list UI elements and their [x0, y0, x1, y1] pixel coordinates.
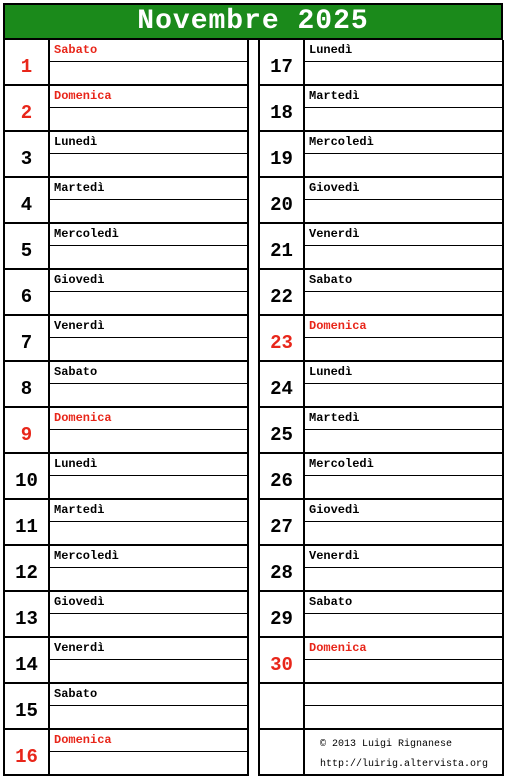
- weekday-label: Giovedì: [50, 270, 247, 292]
- day-notes-cell: [50, 500, 247, 544]
- weekday-label: Domenica: [50, 408, 247, 430]
- day-row: [260, 454, 502, 500]
- day-number: 21: [260, 224, 305, 268]
- weekday-label: Martedì: [305, 408, 502, 430]
- day-row: [260, 270, 502, 316]
- day-notes-cell: [305, 362, 502, 406]
- weekday-label: Martedì: [305, 86, 502, 108]
- day-notes-cell: [50, 638, 247, 682]
- day-row: [260, 224, 502, 270]
- weekday-label: Lunedì: [305, 362, 502, 384]
- day-row: [5, 40, 247, 86]
- day-row: [260, 132, 502, 178]
- day-row: [5, 638, 247, 684]
- day-number: 2: [5, 86, 50, 130]
- day-number: 28: [260, 546, 305, 590]
- day-notes-cell: [50, 408, 247, 452]
- day-number: 8: [5, 362, 50, 406]
- day-number: 25: [260, 408, 305, 452]
- weekday-label: Mercoledì: [305, 132, 502, 154]
- day-row: [5, 362, 247, 408]
- footer-row: [260, 730, 502, 774]
- weekday-label: Lunedì: [50, 132, 247, 154]
- weekday-label: Sabato: [305, 270, 502, 292]
- day-number: 13: [5, 592, 50, 636]
- day-number: 11: [5, 500, 50, 544]
- day-notes-cell: [305, 638, 502, 682]
- day-number: 26: [260, 454, 305, 498]
- day-row: [260, 40, 502, 86]
- weekday-label: Lunedì: [305, 40, 502, 62]
- day-row: [260, 362, 502, 408]
- day-row: [5, 270, 247, 316]
- day-row: [5, 316, 247, 362]
- day-notes-cell: [305, 132, 502, 176]
- day-number: 20: [260, 178, 305, 222]
- day-number: 22: [260, 270, 305, 314]
- weekday-label: Venerdì: [305, 546, 502, 568]
- day-number: 5: [5, 224, 50, 268]
- day-notes-cell: [50, 730, 247, 774]
- weekday-label: Martedì: [50, 178, 247, 200]
- day-notes-cell: [305, 178, 502, 222]
- day-number: 23: [260, 316, 305, 360]
- right-day-column: [258, 40, 504, 776]
- day-notes-cell: [50, 224, 247, 268]
- website-url[interactable]: http://luirig.altervista.org: [320, 759, 489, 770]
- day-notes-cell: [305, 270, 502, 314]
- weekday-label: Martedì: [50, 500, 247, 522]
- day-row: [5, 178, 247, 224]
- day-number: 9: [5, 408, 50, 452]
- day-row: [260, 408, 502, 454]
- day-number: 30: [260, 638, 305, 682]
- weekday-label: Venerdì: [50, 638, 247, 660]
- day-number: 24: [260, 362, 305, 406]
- footer-day-number: [260, 730, 305, 774]
- day-notes-cell: [305, 86, 502, 130]
- day-notes-cell: [305, 454, 502, 498]
- day-number: 12: [5, 546, 50, 590]
- day-notes-cell: [50, 546, 247, 590]
- day-number: 7: [5, 316, 50, 360]
- day-notes-cell: [50, 86, 247, 130]
- day-row: [260, 500, 502, 546]
- day-notes-cell: [50, 132, 247, 176]
- day-row: [5, 454, 247, 500]
- day-number: 14: [5, 638, 50, 682]
- weekday-label: Giovedì: [305, 500, 502, 522]
- day-row: [5, 408, 247, 454]
- day-notes-cell: [50, 684, 247, 728]
- empty-row: [260, 684, 502, 730]
- day-number: 10: [5, 454, 50, 498]
- day-row: [260, 592, 502, 638]
- weekday-label: Domenica: [305, 638, 502, 660]
- day-number: 29: [260, 592, 305, 636]
- day-row: [5, 224, 247, 270]
- weekday-label: Domenica: [305, 316, 502, 338]
- weekday-label: Mercoledì: [50, 546, 247, 568]
- weekday-label: Mercoledì: [305, 454, 502, 476]
- empty-weekday-line: [305, 684, 502, 706]
- day-notes-cell: [305, 408, 502, 452]
- weekday-label: Domenica: [50, 86, 247, 108]
- weekday-label: Sabato: [305, 592, 502, 614]
- day-row: [260, 546, 502, 592]
- day-row: [260, 638, 502, 684]
- copyright-text: © 2013 Luigi Rignanese: [320, 739, 453, 750]
- weekday-label: Venerdì: [50, 316, 247, 338]
- day-row: [5, 500, 247, 546]
- day-number: 4: [5, 178, 50, 222]
- day-row: [260, 316, 502, 362]
- weekday-label: Mercoledì: [50, 224, 247, 246]
- weekday-label: Lunedì: [50, 454, 247, 476]
- weekday-label: Giovedì: [50, 592, 247, 614]
- day-notes-cell: [305, 546, 502, 590]
- day-notes-cell: [50, 454, 247, 498]
- day-row: [260, 86, 502, 132]
- day-number: 27: [260, 500, 305, 544]
- weekday-label: Venerdì: [305, 224, 502, 246]
- day-notes-cell: [305, 40, 502, 84]
- day-notes-cell: [50, 178, 247, 222]
- day-number: 15: [5, 684, 50, 728]
- day-row: [5, 730, 247, 774]
- footer-cell: [305, 730, 502, 774]
- day-row: [260, 178, 502, 224]
- day-number: 3: [5, 132, 50, 176]
- day-notes-cell: [50, 40, 247, 84]
- day-number: 18: [260, 86, 305, 130]
- empty-notes-cell: [305, 684, 502, 728]
- empty-day-number: [260, 684, 305, 728]
- day-notes-cell: [50, 270, 247, 314]
- weekday-label: Sabato: [50, 40, 247, 62]
- day-row: [5, 684, 247, 730]
- calendar-title: Novembre 2025: [3, 3, 503, 40]
- day-notes-cell: [305, 316, 502, 360]
- day-number: 6: [5, 270, 50, 314]
- day-row: [5, 546, 247, 592]
- day-number: 1: [5, 40, 50, 84]
- day-notes-cell: [305, 224, 502, 268]
- day-number: 17: [260, 40, 305, 84]
- day-notes-cell: [305, 592, 502, 636]
- weekday-label: Domenica: [50, 730, 247, 752]
- day-notes-cell: [50, 592, 247, 636]
- day-row: [5, 132, 247, 178]
- day-notes-cell: [50, 316, 247, 360]
- day-row: [5, 86, 247, 132]
- day-notes-cell: [50, 362, 247, 406]
- day-number: 16: [5, 730, 50, 774]
- day-notes-cell: [305, 500, 502, 544]
- day-number: 19: [260, 132, 305, 176]
- weekday-label: Giovedì: [305, 178, 502, 200]
- left-day-column: [3, 40, 249, 776]
- day-row: [5, 592, 247, 638]
- weekday-label: Sabato: [50, 362, 247, 384]
- weekday-label: Sabato: [50, 684, 247, 706]
